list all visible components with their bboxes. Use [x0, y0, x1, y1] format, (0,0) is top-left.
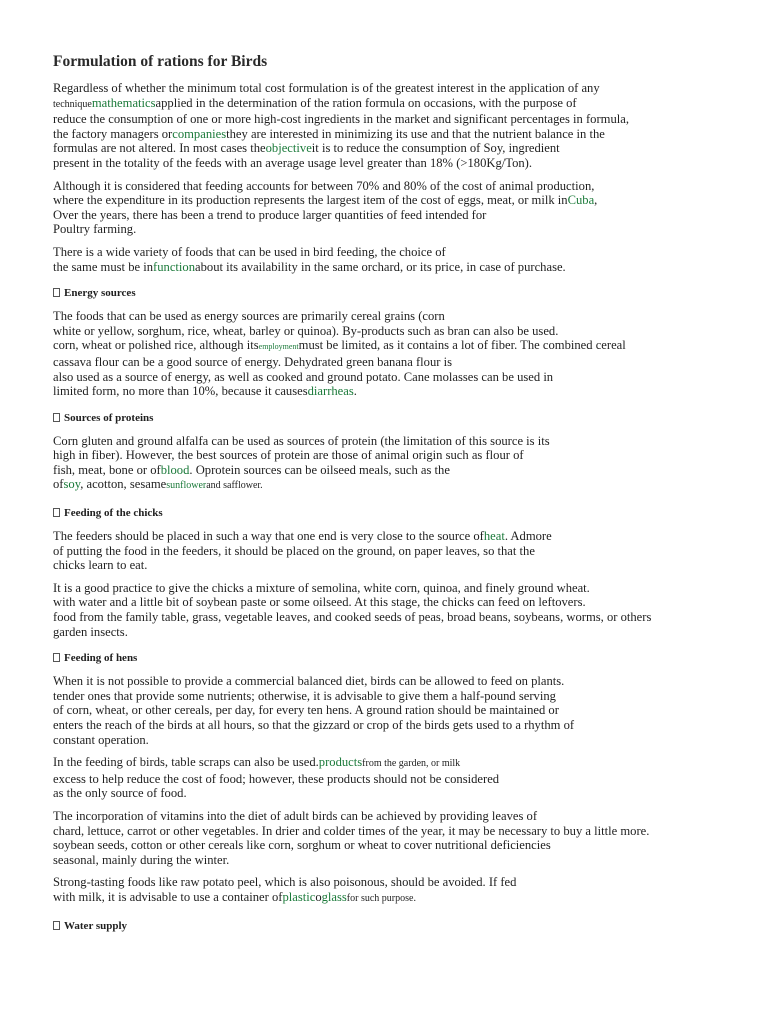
- text-span: from the garden, or milk: [362, 758, 461, 770]
- text-line: high in fiber). However, the best sources of protein are those of animal origin such as flour of: [53, 448, 524, 463]
- text-line: cassava flour can be a good source of energy. Dehydrated green banana flour is: [53, 354, 452, 369]
- text-line: tender ones that provide some nutrients; otherwise, it is advisable to give them a half-pound serving: [53, 688, 556, 703]
- text-span: where the expenditure in its production represents the largest item of the cost of eggs, meat, or milk in: [53, 193, 568, 208]
- section-heading-proteins: [53, 411, 718, 425]
- text-span: they are interested in minimizing its use and that the nutrient balance in the: [226, 126, 605, 141]
- text-line: of corn, wheat, or other cereals, per day, for every ten hens. A ground ration should be maintained or: [53, 703, 559, 718]
- checkbox-icon: [53, 508, 60, 517]
- text-span: In the feeding of birds, table scraps can also be used.: [53, 755, 319, 770]
- paragraph-hens: [53, 674, 718, 747]
- section-heading-water: [53, 919, 718, 933]
- link-heat[interactable]: heat: [483, 529, 505, 544]
- text-span: and safflower.: [206, 480, 263, 492]
- text-line: Over the years, there has been a trend to produce larger quantities of feed intended for: [53, 207, 487, 222]
- paragraph-table-scraps: [53, 755, 718, 801]
- text-span: ,: [594, 193, 598, 208]
- text-span: corn, wheat or polished rice, although its: [53, 338, 259, 353]
- section-heading-energy: [53, 286, 718, 300]
- paragraph-strong-foods: [53, 875, 718, 906]
- text-line: constant operation.: [53, 732, 149, 747]
- section-heading-text: Feeding of the chicks: [64, 507, 163, 520]
- text-span: it is to reduce the consumption of Soy, ingredient: [311, 141, 560, 156]
- section-heading-text: Water supply: [64, 919, 128, 932]
- text-span: The feeders should be placed in such a way that one end is very close to the source of: [53, 529, 484, 544]
- link-mathematics[interactable]: mathematics: [91, 95, 156, 110]
- section-heading-text: Energy sources: [64, 287, 136, 300]
- section-heading-chicks: [53, 506, 718, 520]
- link-products[interactable]: products: [318, 755, 363, 770]
- link-glass[interactable]: glass: [321, 889, 347, 904]
- checkbox-icon: [53, 288, 60, 297]
- text-span: o: [315, 889, 322, 904]
- text-span: must be limited, as it contains a lot of fiber. The combined cereal: [298, 338, 626, 353]
- checkbox-icon: [53, 413, 60, 422]
- text-line: as the only source of food.: [53, 786, 187, 801]
- text-line: chicks learn to eat.: [53, 558, 148, 573]
- text-line: of putting the food in the feeders, it should be placed on the ground, on paper leaves, so that the: [53, 543, 535, 558]
- paragraph-vitamins: [53, 809, 718, 867]
- link-employment[interactable]: employment: [258, 342, 299, 352]
- text-line: garden insects.: [53, 624, 128, 639]
- text-line: also used as a source of energy, as well as cooked and ground potato. Cane molasses can be used in: [53, 369, 554, 384]
- link-sunflower[interactable]: sunflower: [166, 480, 207, 492]
- paragraph-proteins: [53, 434, 718, 494]
- text-span: about its availability in the same orchard, or its price, in case of purchase.: [195, 259, 566, 274]
- text-span: of: [53, 477, 64, 492]
- text-span: for such purpose.: [346, 892, 416, 904]
- text-line: reduce the consumption of one or more high-cost ingredients in the market and significant percentages in formula,: [53, 112, 629, 127]
- paragraph-variety: [53, 245, 718, 274]
- text-line: The foods that can be used as energy sources are primarily cereal grains (corn: [53, 309, 445, 324]
- paragraph-chick-mixture: [53, 581, 718, 639]
- text-span: .: [353, 384, 357, 399]
- section-heading-hens: [53, 651, 718, 665]
- text-span: . Admore: [504, 529, 552, 544]
- link-companies[interactable]: companies: [172, 126, 227, 141]
- text-span: the same must be in: [53, 259, 154, 274]
- checkbox-icon: [53, 653, 60, 662]
- text-span: , acotton, sesame: [80, 477, 167, 492]
- text-span: limited form, no more than 10%, because it causes: [53, 384, 308, 399]
- text-line: soybean seeds, cotton or other cereals like corn, sorghum or wheat to cover nutritional deficiencies: [53, 838, 551, 853]
- text-line: Strong-tasting foods like raw potato peel, which is also poisonous, should be avoided. If fed: [53, 875, 517, 890]
- text-line: present in the totality of the feeds with an average usage level greater than 18% (>180Kg/Ton).: [53, 155, 533, 170]
- checkbox-icon: [53, 921, 60, 930]
- text-span: fish, meat, bone or of: [53, 462, 161, 477]
- link-plastic[interactable]: plastic: [282, 889, 316, 904]
- text-span: . Oprotein sources can be oilseed meals, such as the: [189, 462, 450, 477]
- paragraph-feeders: [53, 529, 718, 573]
- section-heading-text: Sources of proteins: [64, 411, 154, 424]
- text-line: When it is not possible to provide a commercial balanced diet, birds can be allowed to feed on plants.: [53, 674, 565, 689]
- page-title: Formulation of rations for Birds: [53, 53, 268, 70]
- text-line: seasonal, mainly during the winter.: [53, 852, 230, 867]
- text-line: It is a good practice to give the chicks a mixture of semolina, white corn, quinoa, and finely ground wheat.: [53, 580, 590, 595]
- text-line: white or yellow, sorghum, rice, wheat, barley or quinoa). By-products such as bran can also be used.: [53, 323, 559, 338]
- link-soy[interactable]: soy: [63, 477, 81, 492]
- text-line: Regardless of whether the minimum total cost formulation is of the greatest interest in the application of any: [53, 81, 600, 95]
- paragraph-cost: [53, 179, 718, 237]
- text-span: formulas are not altered. In most cases the: [53, 141, 266, 156]
- link-diarrheas[interactable]: diarrheas: [307, 384, 354, 399]
- text-line: Poultry farming.: [53, 222, 137, 237]
- link-cuba[interactable]: Cuba: [567, 193, 595, 208]
- paragraph-energy: [53, 309, 718, 399]
- text-line: enters the reach of the birds at all hours, so that the gizzard or crop of the birds gets used to a rhythm of: [53, 718, 575, 732]
- text-span: technique: [53, 98, 92, 110]
- link-objective[interactable]: objective: [265, 141, 312, 156]
- text-line: Although it is considered that feeding accounts for between 70% and 80% of the cost of animal production,: [53, 178, 595, 193]
- text-span: the factory managers or: [53, 126, 173, 141]
- text-line: Corn gluten and ground alfalfa can be used as sources of protein (the limitation of this source is its: [53, 433, 550, 448]
- paragraph-intro: [53, 81, 718, 171]
- text-line: The incorporation of vitamins into the diet of adult birds can be achieved by providing leaves of: [53, 808, 538, 823]
- text-line: excess to help reduce the cost of food; however, these products should not be considered: [53, 771, 500, 786]
- link-function[interactable]: function: [153, 259, 196, 274]
- text-line: food from the family table, grass, vegetable leaves, and cooked seeds of peas, broad beans, soybeans, worms, or others: [53, 610, 652, 625]
- link-blood[interactable]: blood: [160, 462, 190, 477]
- text-span: applied in the determination of the ration formula on occasions, with the purpose of: [155, 95, 577, 110]
- section-heading-text: Feeding of hens: [64, 652, 138, 665]
- text-line: There is a wide variety of foods that can be used in bird feeding, the choice of: [53, 244, 446, 259]
- text-line: with water and a little bit of soybean paste or some oilseed. At this stage, the chicks can feed on leftovers.: [53, 595, 586, 610]
- text-span: with milk, it is advisable to use a container of: [53, 889, 283, 904]
- text-line: chard, lettuce, carrot or other vegetables. In drier and colder times of the year, it may be necessary to buy a little more.: [53, 823, 650, 838]
